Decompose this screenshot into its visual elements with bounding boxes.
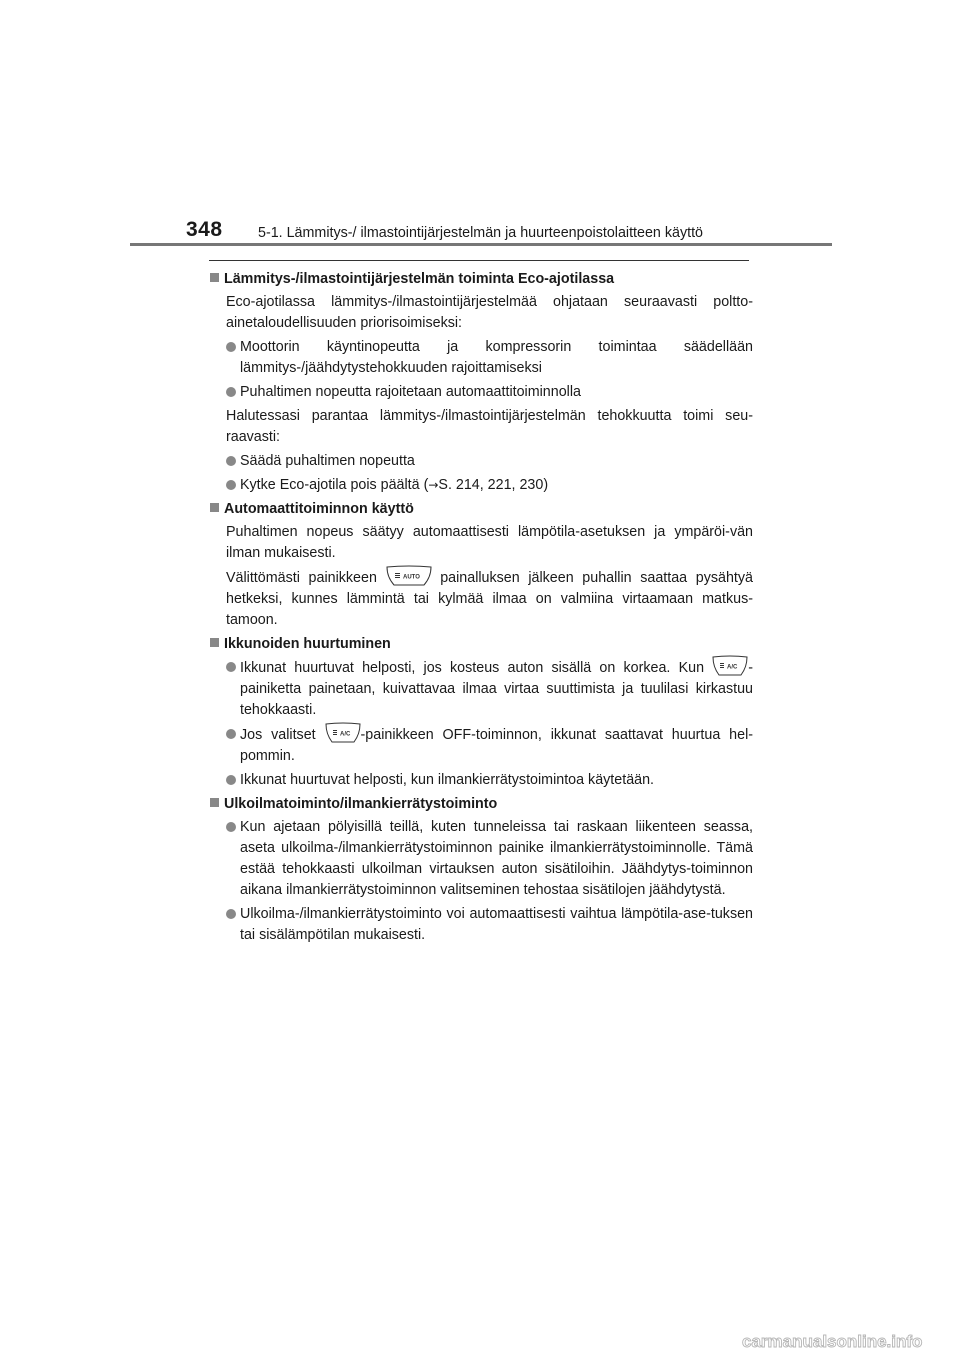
svg-text:carmanualsonline.info: carmanualsonline.info <box>742 1332 923 1351</box>
section-heading: Ikkunoiden huurtuminen <box>210 634 753 655</box>
paragraph: Halutessasi parantaa lämmitys-/ilmastointijärjestelmän tehokkuutta toimi seu-raavasti: <box>226 408 753 445</box>
section-heading: Lämmitys-/ilmastointijärjestelmän toiminta Eco-ajotilassa <box>210 269 753 290</box>
round-bullet-icon <box>226 909 236 919</box>
list-item: Ulkoilma-/ilmankierrätystoiminto voi automaattisesti vaihtua lämpötila-ase-tuksen tai sisälämpötilan mukaisesti. <box>226 904 753 946</box>
section-divider <box>209 260 749 261</box>
square-bullet-icon <box>210 503 219 512</box>
round-bullet-icon <box>226 480 236 490</box>
round-bullet-icon <box>226 775 236 785</box>
page-number: 348 <box>186 218 223 241</box>
round-bullet-icon <box>226 387 236 397</box>
list-item: Säädä puhaltimen nopeutta <box>226 451 753 472</box>
round-bullet-icon <box>226 342 236 352</box>
svg-text:A/C: A/C <box>727 664 738 671</box>
section-heading: Automaattitoiminnon käyttö <box>210 499 753 520</box>
paragraph: Eco-ajotilassa lämmitys-/ilmastointijärjestelmää ohjataan seuraavasti poltto-ainetaloudellisuuden priorisoimiseksi: <box>226 294 753 331</box>
list-item: Ikkunat huurtuvat helposti, kun ilmankierrätystoimintoa käytetään. <box>226 770 753 791</box>
square-bullet-icon <box>210 638 219 647</box>
svg-text:A/C: A/C <box>339 731 350 738</box>
watermark-logo <box>742 1328 954 1354</box>
page-reference-link[interactable]: S. 214, 221, 230) <box>438 477 549 493</box>
list-item: Jos valitset A/C -painikkeen OFF-toiminnon, ikkunat saattavat huurtua hel-pommin. <box>226 724 753 767</box>
list-item: Kun ajetaan pölyisillä teillä, kuten tunneleissa tai raskaan liikenteen seassa, aseta ulkoilma-/ilmankierrätystoiminnon painike ilmankierrätystoiminnolle. Tämä estää tehokkaasti ulkoilman virtauksen auton sisätiloihin. Jäähdytys-toiminnon aikana ilmankierrätystoiminnon valitseminen tehostaa sisätilojen jäähdytystä. <box>226 817 753 901</box>
round-bullet-icon <box>226 456 236 466</box>
section-heading: Ulkoilmatoiminto/ilmankierrätystoiminto <box>210 794 753 815</box>
arrow-right-icon: → <box>428 478 439 492</box>
ac-button-icon <box>325 722 361 744</box>
round-bullet-icon <box>226 822 236 832</box>
paragraph: Puhaltimen nopeus säätyy automaattisesti lämpötila-asetuksen ja ympäröi-vän ilman mukaisesti. <box>226 524 753 561</box>
ac-button-icon <box>712 655 748 677</box>
list-item: Moottorin käyntinopeutta ja kompressorin toimintaa säädellään lämmitys-/jäähdytystehokkuuden rajoittamiseksi <box>226 337 753 379</box>
svg-text:AUTO: AUTO <box>402 574 420 581</box>
round-bullet-icon <box>226 729 236 739</box>
square-bullet-icon <box>210 273 219 282</box>
chapter-title: 5-1. Lämmitys-/ ilmastointijärjestelmän ja huurteenpoistolaitteen käyttö <box>258 225 703 241</box>
header-rule <box>130 243 832 246</box>
paragraph: Välittömästi painikkeen AUTO painalluksen jälkeen puhallin saattaa pysähtyä hetkeksi, kunnes lämmintä tai kylmää ilmaa on valmiina virtaamaan matkus-tamoon. <box>226 567 753 631</box>
round-bullet-icon <box>226 662 236 672</box>
list-item: Kytke Eco-ajotila pois päältä (→S. 214, 221, 230) <box>226 475 753 496</box>
page-content <box>210 267 753 949</box>
list-item: Puhaltimen nopeutta rajoitetaan automaattitoiminnolla <box>226 382 753 403</box>
list-item: Ikkunat huurtuvat helposti, jos kosteus auton sisällä on korkea. Kun A/C -painiketta painetaan, kuivattavaa ilmaa virtaa suuttimista ja tuulilasi kirkastuu tehokkaasti. <box>226 657 753 721</box>
square-bullet-icon <box>210 798 219 807</box>
auto-button-icon <box>386 565 432 587</box>
